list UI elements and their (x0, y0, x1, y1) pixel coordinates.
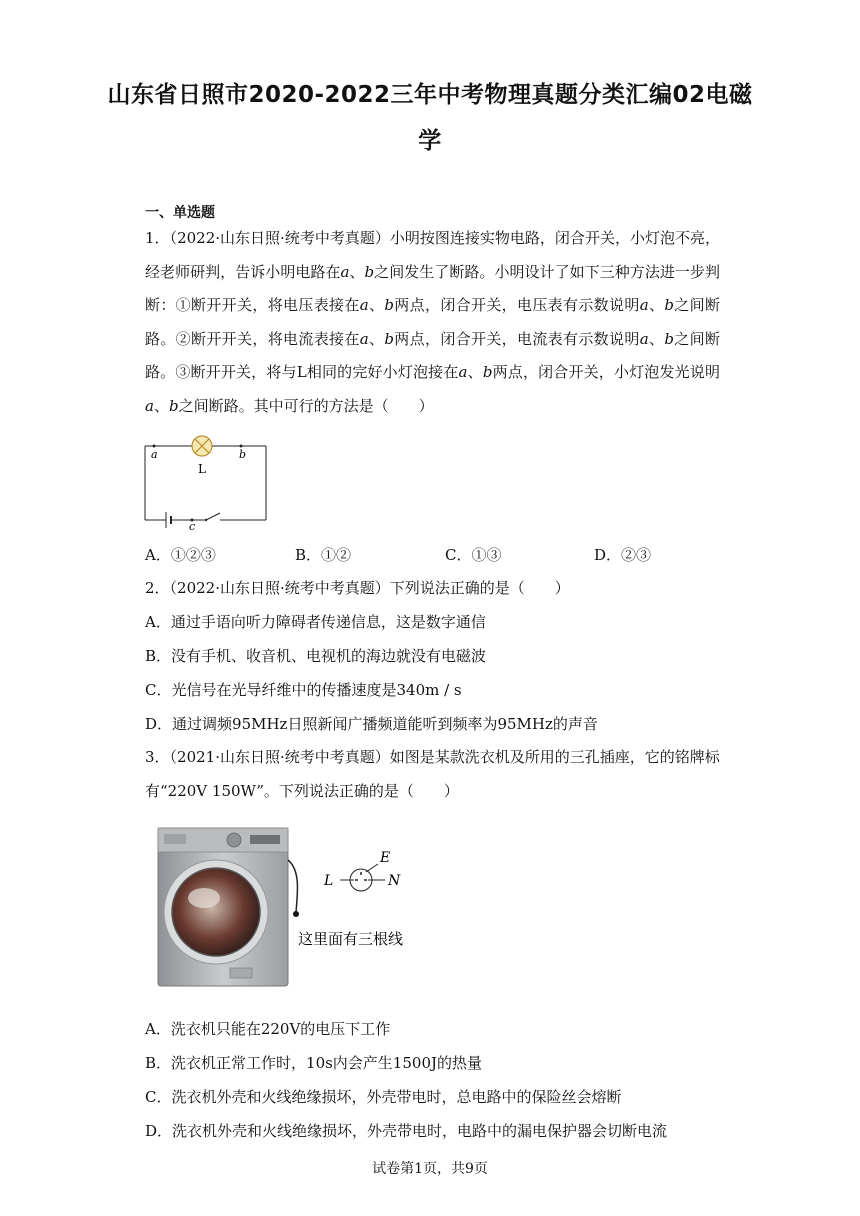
q1-option-c[interactable]: C．①③ (445, 546, 502, 564)
q3-option-c[interactable]: C．洗衣机外壳和火线绝缘损坏，外壳带电时，总电路中的保险丝会熔断 (145, 1088, 622, 1106)
q2-option-b[interactable]: B．没有手机、收音机、电视机的海边就没有电磁波 (145, 647, 487, 665)
socket-label-L: L (324, 873, 334, 889)
power-cord (288, 860, 298, 912)
document-title (60, 72, 800, 164)
label-b: b (239, 448, 247, 461)
question-source: （2022·山东日照·统考中考真题） (169, 579, 390, 597)
q2-option-c[interactable]: C．光信号在光导纤维中的传播速度是340m / s (145, 681, 462, 699)
question-3-continued: 有“220V 150W”。下列说法正确的是（ ） (145, 782, 459, 800)
question-1: 1．（2022·山东日照·统考中考真题）小明按图连接实物电路，闭合开关，小灯泡不亮，经老师研判，告诉小明电路在a、b之间发生了断路。小明设计了如下三种方法进一步判断：①断开开关，将电压表接在a、b两点，闭合开关，电压表有示数说明a、b之间断路。②断开开关，将电流表接在a、b两点，闭合开关，电流表有示数说明a、b之间断路。③断开开关，将与L相同的完好小灯泡接在a、b两点，闭合开关，小灯泡发光说明a、b之间断路。其中可行的方法是（ ） (145, 229, 720, 415)
page-footer: 试卷第1页，共9页 (372, 1161, 488, 1177)
socket-label-E: E (380, 850, 391, 866)
title-line-2: 学 (418, 128, 442, 154)
title-line-1: 山东省日照市2020-2022三年中考物理真题分类汇编02电磁 (107, 82, 753, 108)
switch-pivot (205, 519, 207, 521)
washing-machine-figure (150, 820, 430, 990)
q3-option-a[interactable]: A．洗衣机只能在220V的电压下工作 (145, 1020, 391, 1038)
question-source: （2022·山东日照·统考中考真题） (169, 229, 390, 247)
q3-option-d[interactable]: D．洗衣机外壳和火线绝缘损坏，外壳带电时，电路中的漏电保护器会切断电流 (145, 1122, 668, 1140)
question-2: 2．（2022·山东日照·统考中考真题）下列说法正确的是（ ） (145, 579, 570, 597)
three-pin-socket-icon (340, 864, 385, 891)
question-3: 3．（2021·山东日照·统考中考真题）如图是某款洗衣机及所用的三孔插座，它的铭牌标 (145, 748, 720, 766)
q1-option-d[interactable]: D．②③ (594, 546, 652, 564)
socket-label-N: N (388, 873, 401, 889)
label-c: c (189, 520, 196, 530)
section-heading: 一、单选题 (145, 205, 215, 221)
q1-option-a[interactable]: A．①②③ (145, 546, 216, 564)
lamp-icon (192, 436, 212, 456)
label-L: L (198, 462, 206, 476)
q2-option-a[interactable]: A．通过手语向听力障碍者传递信息，这是数字通信 (145, 613, 486, 631)
circuit-diagram (140, 432, 272, 530)
label-a: a (151, 448, 158, 461)
question-number: 2． (145, 579, 170, 597)
q2-option-d[interactable]: D．通过调频95MHz日照新闻广播频道能听到频率为95MHz的声音 (145, 715, 598, 733)
cord-end (293, 911, 299, 917)
question-number: 3． (145, 748, 170, 766)
figure-caption: 这里面有三根线 (298, 930, 404, 948)
q3-option-b[interactable]: B．洗衣机正常工作时，10s内会产生1500J的热量 (145, 1054, 482, 1072)
question-number: 1． (145, 229, 170, 247)
question-source: （2021·山东日照·统考中考真题） (169, 748, 390, 766)
washing-machine-icon (158, 828, 288, 986)
q1-option-b[interactable]: B．①② (295, 546, 352, 564)
